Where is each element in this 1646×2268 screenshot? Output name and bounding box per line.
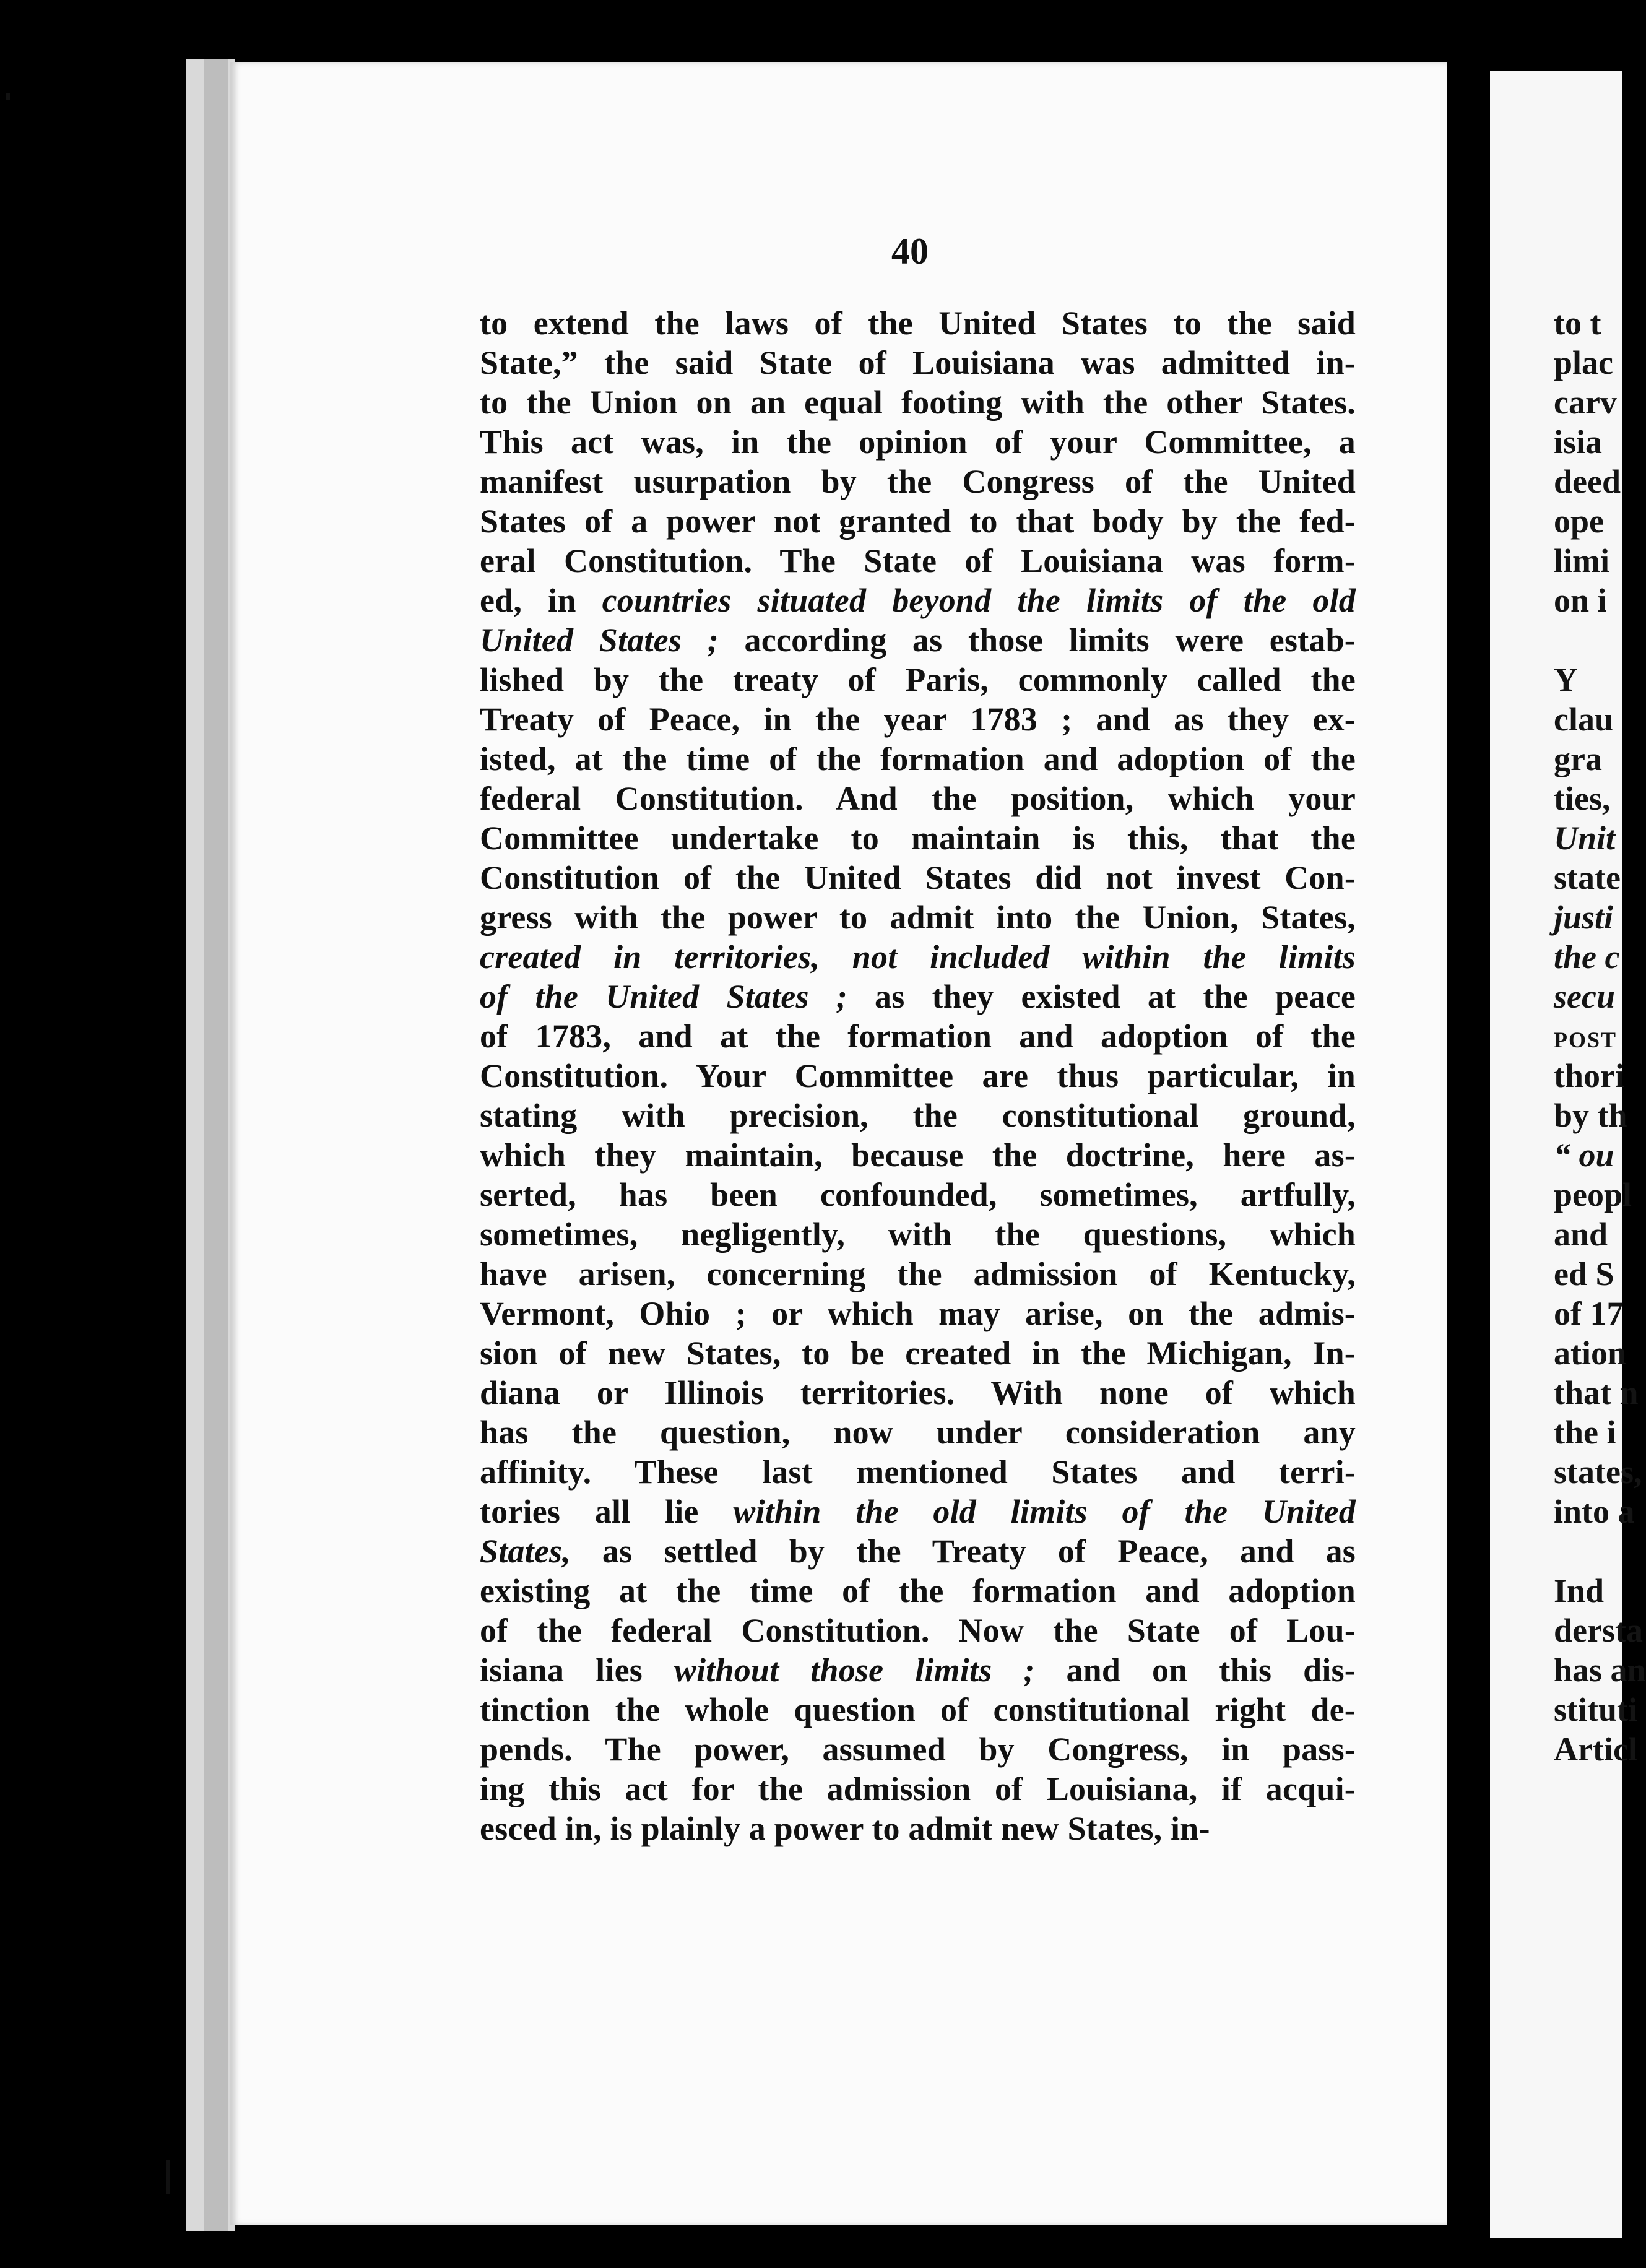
facing-page-line: Unit [1554, 820, 1616, 857]
facing-page-line: state [1554, 859, 1621, 896]
text-line [480, 1373, 1356, 1413]
facing-page-line: states, [1554, 1453, 1642, 1491]
italic-text: of the United States ; [480, 978, 847, 1015]
facing-page-line: into a [1554, 1493, 1635, 1530]
facing-page-line: gra [1554, 740, 1602, 777]
text-segment: ed, in [480, 582, 602, 619]
italic-text: United States ; [480, 621, 719, 659]
facing-page-line [1554, 620, 1628, 660]
left-page-edge-shadow [204, 59, 228, 2231]
text-segment: isted, at the time of the formation and adoption of the [480, 740, 1356, 777]
text-line [480, 620, 1356, 660]
text-segment: Vermont, Ohio ; or which may arise, on the admis- [480, 1295, 1356, 1332]
text-line [480, 937, 1356, 977]
text-segment: of the federal Constitution. Now the State of Lou- [480, 1612, 1356, 1649]
text-line [480, 1769, 1356, 1809]
text-segment: which they maintain, because the doctrine, here as- [480, 1136, 1356, 1174]
text-line [480, 699, 1356, 739]
facing-page-line: dersta [1554, 1612, 1643, 1649]
page-number: 40 [891, 231, 929, 272]
facing-page-line: of 17 [1554, 1295, 1624, 1332]
facing-page-line: secu [1554, 978, 1615, 1015]
facing-page-line: deed [1554, 463, 1621, 500]
facing-page-line: POST [1554, 1028, 1618, 1052]
text-line [480, 343, 1356, 383]
text-segment: States of a power not granted to that body by the fed- [480, 503, 1356, 540]
text-segment: tinction the whole question of constitutional right de- [480, 1691, 1356, 1728]
facing-page-line: “ ou [1554, 1136, 1614, 1174]
text-line [480, 818, 1356, 858]
facing-page-line: Articl [1554, 1731, 1637, 1768]
text-line [480, 1413, 1356, 1452]
facing-page-line: by th [1554, 1097, 1627, 1134]
text-segment: sometimes, negligently, with the questions, which [480, 1216, 1356, 1253]
facing-page-line [1554, 1531, 1628, 1571]
text-line [480, 501, 1356, 541]
text-line [480, 462, 1356, 501]
text-segment: isiana lies [480, 1651, 674, 1689]
text-line [480, 1294, 1356, 1333]
italic-text: within the old limits of the United [733, 1493, 1356, 1530]
facing-page-line: peopl [1554, 1176, 1632, 1213]
text-segment: Committee undertake to maintain is this, that the [480, 820, 1356, 857]
facing-page-line: stituti [1554, 1691, 1637, 1728]
text-line [480, 1254, 1356, 1294]
italic-text: created in territories, not included within the limits [480, 938, 1356, 976]
text-line [480, 1809, 1356, 1848]
text-segment: of 1783, and at the formation and adoption of the [480, 1018, 1356, 1055]
text-segment: State,” the said State of Louisiana was admitted in- [480, 344, 1356, 381]
text-line [480, 1650, 1356, 1690]
text-line [480, 1175, 1356, 1214]
facing-page-line: ation [1554, 1335, 1627, 1372]
text-segment: ing this act for the admission of Louisiana, if acqui- [480, 1770, 1356, 1807]
text-line [480, 1452, 1356, 1492]
facing-page-line: clau [1554, 701, 1614, 738]
text-segment: federal Constitution. And the position, which your [480, 780, 1356, 817]
text-segment: and on this dis- [1034, 1651, 1356, 1689]
text-segment: affinity. These last mentioned States and terri- [480, 1453, 1356, 1491]
text-line [480, 1611, 1356, 1650]
facing-page-line: has an [1554, 1651, 1646, 1689]
facing-page-line: that n [1554, 1374, 1639, 1411]
text-line [480, 1333, 1356, 1373]
italic-text: countries situated beyond the limits of the old [602, 582, 1356, 619]
text-segment: Constitution of the United States did not invest Con- [480, 859, 1356, 896]
text-line [480, 1531, 1356, 1571]
text-segment: manifest usurpation by the Congress of the United [480, 463, 1356, 500]
facing-page-text [1554, 303, 1646, 1769]
text-segment: gress with the power to admit into the Union, States, [480, 899, 1356, 936]
text-segment: existing at the time of the formation and adoption [480, 1572, 1356, 1609]
facing-page-line: the i [1554, 1414, 1616, 1451]
facing-page-line: ed S [1554, 1255, 1614, 1292]
text-segment: pends. The power, assumed by Congress, in pass- [480, 1731, 1356, 1768]
text-line [480, 858, 1356, 898]
text-segment: lished by the treaty of Paris, commonly called the [480, 661, 1356, 698]
text-segment: according as those limits were estab- [718, 621, 1356, 659]
text-segment: as settled by the Treaty of Peace, and as [570, 1533, 1356, 1570]
text-segment: tories all lie [480, 1493, 734, 1530]
text-segment: eral Constitution. The State of Louisiana was form- [480, 542, 1356, 579]
text-segment: to extend the laws of the United States to the said [480, 305, 1356, 342]
text-line [480, 1729, 1356, 1769]
text-segment: Constitution. Your Committee are thus particular, in [480, 1057, 1356, 1094]
italic-text: States, [480, 1533, 571, 1570]
text-line [480, 1492, 1356, 1531]
facing-page-line: limi [1554, 542, 1609, 579]
text-line [480, 383, 1356, 422]
text-line [480, 660, 1356, 699]
text-segment: as they existed at the peace [847, 978, 1356, 1015]
text-segment: to the Union on an equal footing with the other States. [480, 384, 1356, 421]
text-segment: has the question, now under consideration any [480, 1414, 1356, 1451]
facing-page-line: thori [1554, 1057, 1624, 1094]
text-segment: Treaty of Peace, in the year 1783 ; and as they ex- [480, 701, 1356, 738]
text-line [480, 898, 1356, 937]
text-line [480, 779, 1356, 818]
scan-speck [6, 93, 10, 100]
facing-page-line: justi [1554, 899, 1614, 936]
text-segment: stating with precision, the constitutional ground, [480, 1097, 1356, 1134]
text-line [480, 739, 1356, 779]
facing-page-line: ope [1554, 503, 1604, 540]
book-gutter [1447, 59, 1490, 2231]
body-text [480, 303, 1356, 1848]
text-line [480, 1214, 1356, 1254]
facing-page-line: plac [1554, 344, 1614, 381]
facing-page-line: ties, [1554, 780, 1611, 817]
text-line [480, 541, 1356, 581]
text-line [480, 581, 1356, 620]
text-line [480, 1056, 1356, 1096]
facing-page-line: on i [1554, 582, 1607, 619]
scan-speck [166, 2160, 170, 2194]
facing-page-line: to t [1554, 305, 1601, 342]
scan-background [0, 0, 1622, 68]
text-line [480, 1690, 1356, 1729]
text-line [480, 1096, 1356, 1135]
text-segment: This act was, in the opinion of your Committee, a [480, 423, 1356, 461]
facing-page-line: and [1554, 1216, 1608, 1253]
facing-page-line: carv [1554, 384, 1617, 421]
text-segment: diana or Illinois territories. With none of which [480, 1374, 1356, 1411]
text-segment: have arisen, concerning the admission of Kentucky, [480, 1255, 1356, 1292]
text-segment: sion of new States, to be created in the Michigan, In- [480, 1335, 1356, 1372]
text-line [480, 303, 1356, 343]
text-line [480, 1571, 1356, 1611]
facing-page-line: Ind [1554, 1572, 1605, 1609]
facing-page-line: the c [1554, 938, 1620, 976]
text-line [480, 1016, 1356, 1056]
facing-page-line: isia [1554, 423, 1603, 461]
text-segment: esced in, is plainly a power to admit new States, in- [480, 1810, 1210, 1847]
text-line [480, 422, 1356, 462]
facing-page-line: Y [1554, 661, 1578, 698]
italic-text: without those limits ; [674, 1651, 1035, 1689]
text-line [480, 977, 1356, 1016]
text-segment: serted, has been confounded, sometimes, artfully, [480, 1176, 1356, 1213]
text-line [480, 1135, 1356, 1175]
